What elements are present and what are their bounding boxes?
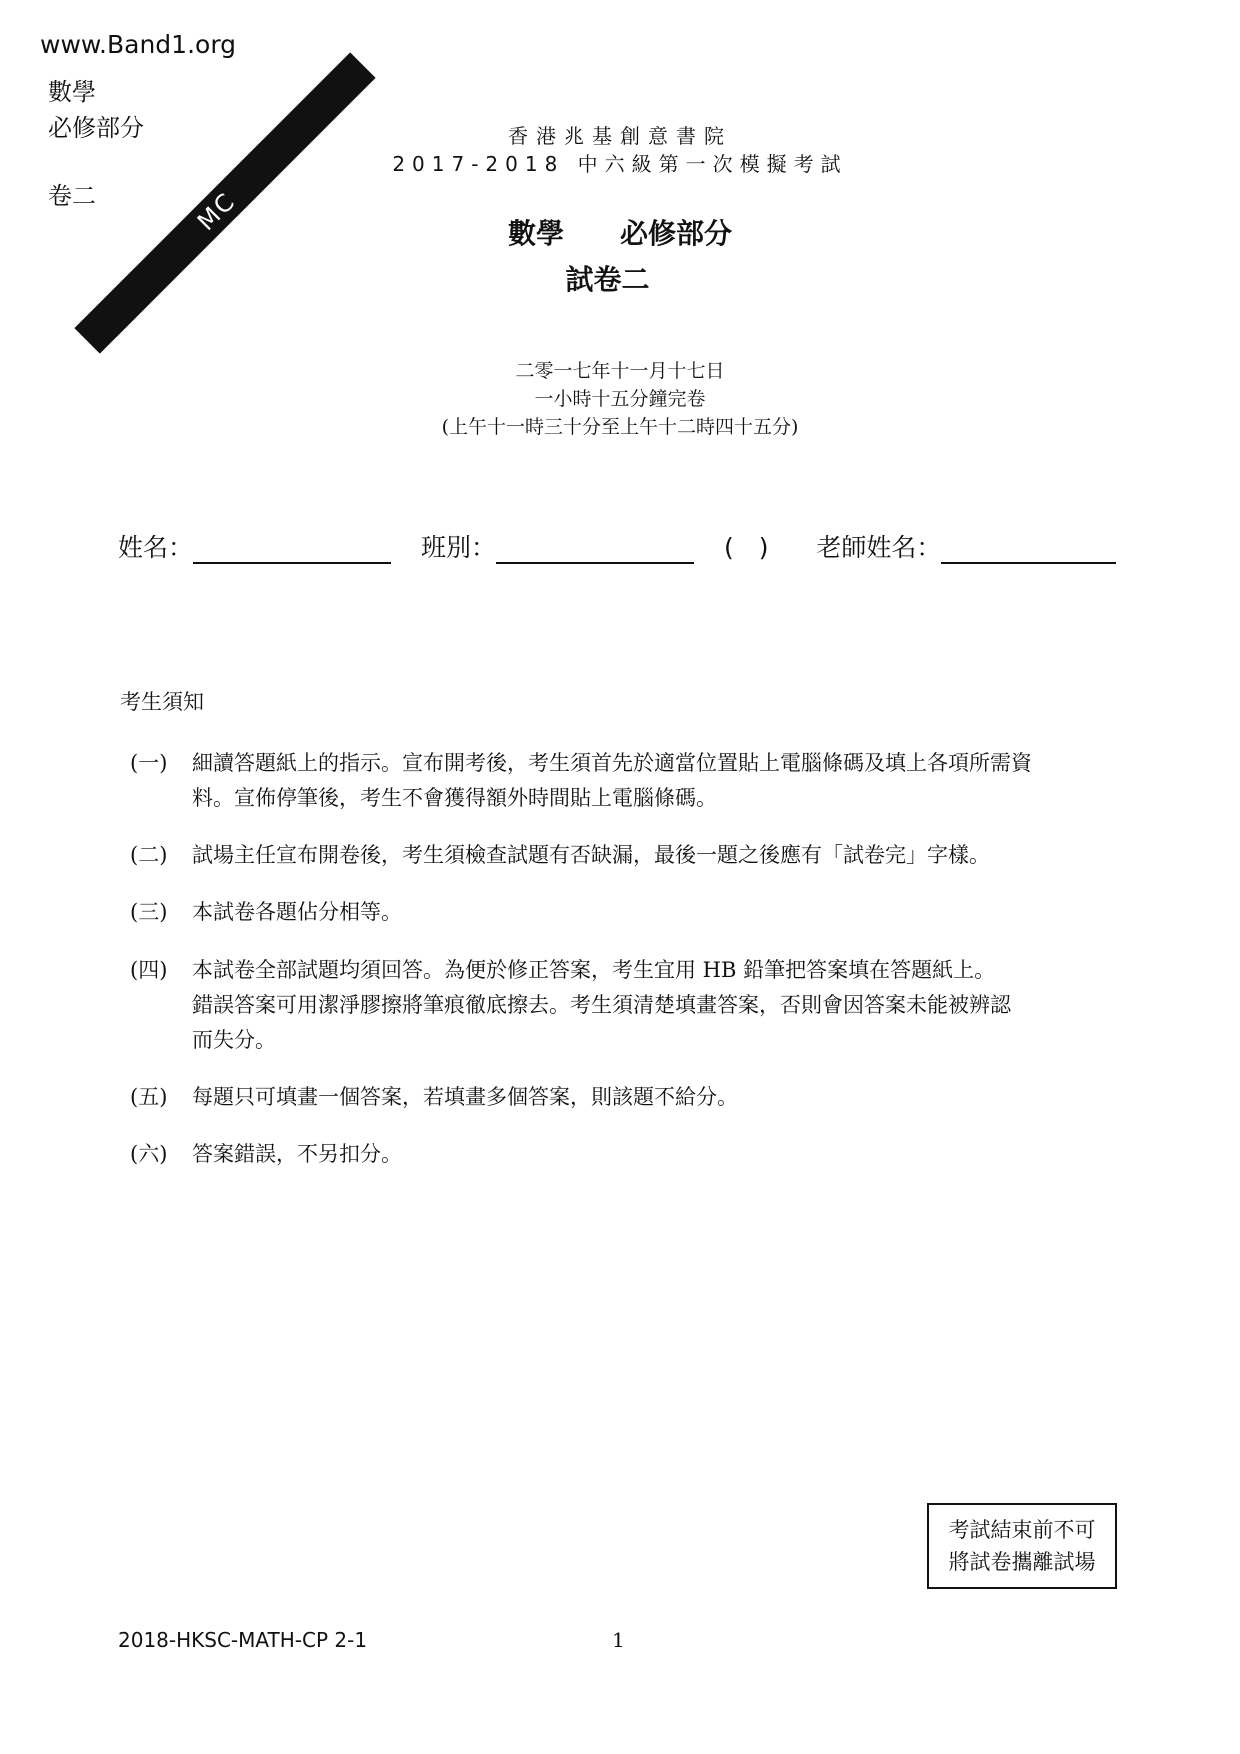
- item-number: (一): [130, 751, 168, 775]
- item-text: 本試卷全部試題均須回答。為便於修正答案，考生宜用 HB 鉛筆把答案填在答題紙上。: [192, 958, 996, 982]
- exam-duration: 一小時十五分鐘完卷: [534, 388, 706, 410]
- mc-band-label: MC: [191, 186, 242, 237]
- item-text: 每題只可填畫一個答案，若填畫多個答案，則該題不給分。: [192, 1085, 738, 1109]
- school-name: 香港兆基創意書院: [508, 124, 732, 148]
- exam-notice-box: [927, 1503, 1117, 1589]
- notice-line: 考試結束前不可: [948, 1518, 1096, 1542]
- corner-subject: 數學: [48, 78, 96, 106]
- corner-part: 必修部分: [48, 114, 144, 142]
- instructions-title: 考生須知: [120, 690, 204, 714]
- item-text: 細讀答題紙上的指示。宣布開考後，考生須首先於適當位置貼上電腦條碼及填上各項所需資: [192, 751, 1032, 775]
- item-number: (二): [130, 843, 168, 867]
- item-text: 答案錯誤，不另扣分。: [192, 1142, 402, 1166]
- item-text: 錯誤答案可用潔淨膠擦將筆痕徹底擦去。考生須清楚填畫答案，否則會因答案未能被辨認: [192, 993, 1011, 1017]
- class-number-brackets[interactable]: ( ): [723, 533, 769, 562]
- subject-title: 數學 必修部分: [507, 217, 732, 250]
- item-text: 料。宣佈停筆後，考生不會獲得額外時間貼上電腦條碼。: [192, 786, 717, 810]
- item-text: 本試卷各題佔分相等。: [192, 900, 402, 924]
- paper-code: 2018-HKSC-MATH-CP 2-1: [118, 1628, 368, 1652]
- item-number: (三): [130, 900, 168, 924]
- teacher-label: 老師姓名：: [816, 533, 942, 562]
- website-url: www.Band1.org: [40, 30, 237, 59]
- class-blank[interactable]: [496, 536, 694, 564]
- exam-title: 2017-2018 中六級第一次模擬考試: [392, 152, 848, 176]
- class-label: 班別：: [420, 533, 496, 562]
- candidate-fields: [118, 528, 1116, 564]
- item-text: 而失分。: [192, 1028, 276, 1052]
- exam-date: 二零一七年十一月十七日: [515, 360, 725, 382]
- name-label: 姓名：: [118, 533, 194, 562]
- item-number: (四): [130, 958, 168, 982]
- exam-time: (上午十一時三十分至上午十二時四十五分): [441, 416, 799, 438]
- item-number: (五): [130, 1085, 168, 1109]
- mc-diagonal-band: [74, 52, 375, 353]
- notice-line: 將試卷攜離試場: [948, 1550, 1096, 1574]
- corner-paper: 卷二: [48, 182, 96, 210]
- teacher-blank[interactable]: [941, 536, 1116, 564]
- item-number: (六): [130, 1142, 168, 1166]
- page-number: 1: [612, 1628, 625, 1652]
- item-text: 試場主任宣布開卷後，考生須檢查試題有否缺漏，最後一題之後應有「試卷完」字樣。: [192, 843, 990, 867]
- name-blank[interactable]: [193, 536, 391, 564]
- paper-title: 試卷二: [565, 263, 650, 296]
